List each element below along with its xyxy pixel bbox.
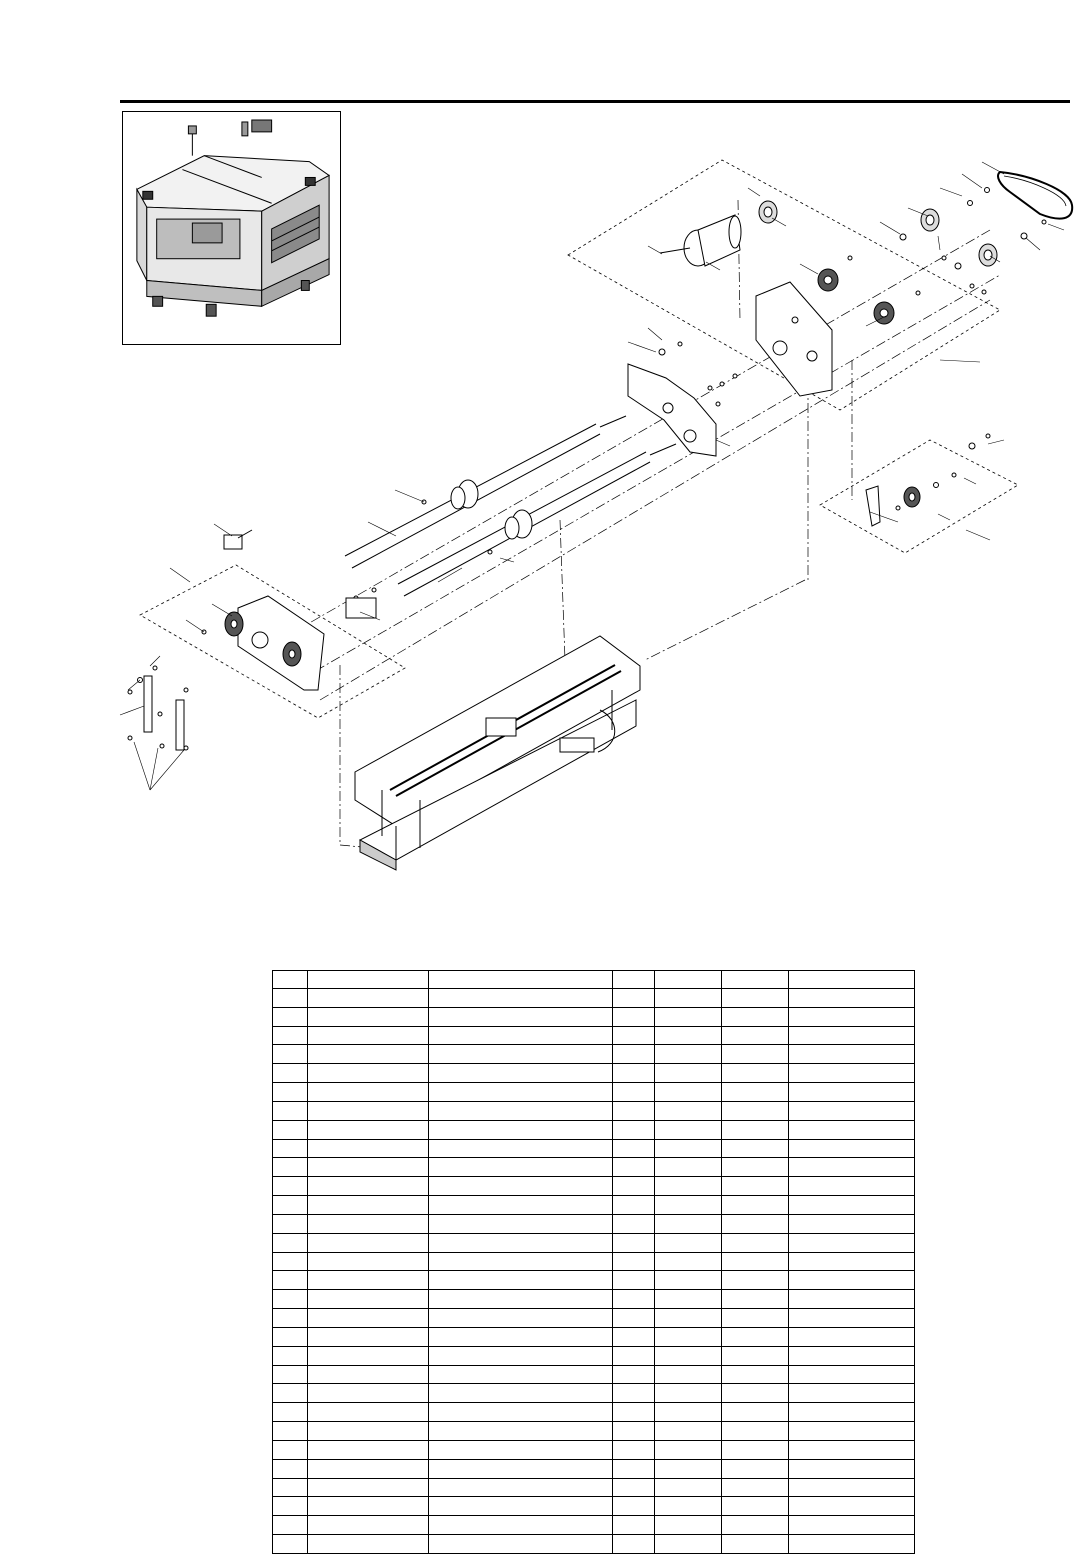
table-cell — [308, 1026, 429, 1045]
table-row — [273, 1083, 915, 1102]
header-cell — [273, 971, 308, 989]
table-cell — [722, 1120, 789, 1139]
table-cell — [429, 1327, 613, 1346]
table-cell — [308, 1083, 429, 1102]
table-cell — [613, 1007, 655, 1026]
table-cell — [789, 1516, 915, 1535]
table-cell — [613, 1233, 655, 1252]
table-cell — [722, 1403, 789, 1422]
table-cell — [613, 1120, 655, 1139]
table-header-row — [273, 971, 915, 989]
table-cell — [273, 1007, 308, 1026]
table-row — [273, 1158, 915, 1177]
table-cell — [655, 989, 722, 1008]
table-cell — [722, 1422, 789, 1441]
servo-motor — [660, 215, 741, 266]
table-row — [273, 1365, 915, 1384]
table-row — [273, 1497, 915, 1516]
table-cell — [722, 1271, 789, 1290]
table-cell — [655, 1064, 722, 1083]
table-cell — [273, 1045, 308, 1064]
table-cell — [655, 1214, 722, 1233]
table-row — [273, 1384, 915, 1403]
table-cell — [655, 1309, 722, 1328]
header-cell — [613, 971, 655, 989]
table-cell — [789, 1064, 915, 1083]
table-cell — [655, 1026, 722, 1045]
table-cell — [429, 1535, 613, 1554]
table-cell — [789, 1139, 915, 1158]
table-cell — [722, 1497, 789, 1516]
table-row — [273, 1403, 915, 1422]
end-plate — [238, 596, 324, 690]
table-cell — [613, 1327, 655, 1346]
table-cell — [655, 1478, 722, 1497]
table-cell — [429, 1346, 613, 1365]
table-cell — [273, 1365, 308, 1384]
table-cell — [429, 1177, 613, 1196]
table-row — [273, 1346, 915, 1365]
table-cell — [722, 1384, 789, 1403]
motor-mount-plate — [756, 282, 832, 396]
table-cell — [429, 1083, 613, 1102]
table-cell — [655, 1045, 722, 1064]
table-cell — [613, 1346, 655, 1365]
base-frame — [355, 636, 640, 870]
table-cell — [722, 1252, 789, 1271]
table-cell — [273, 1026, 308, 1045]
table-cell — [429, 1497, 613, 1516]
table-cell — [789, 1271, 915, 1290]
table-cell — [789, 989, 915, 1008]
table-cell — [273, 1139, 308, 1158]
header-cell — [789, 971, 915, 989]
table-cell — [655, 1422, 722, 1441]
table-cell — [613, 1497, 655, 1516]
table-cell — [429, 1158, 613, 1177]
parts-table-body — [273, 989, 915, 1554]
table-row — [273, 989, 915, 1008]
exploded-assembly-diagram — [100, 150, 1084, 890]
table-cell — [308, 1233, 429, 1252]
table-cell — [613, 1440, 655, 1459]
table-cell — [655, 1120, 722, 1139]
table-cell — [655, 1252, 722, 1271]
timing-belt — [998, 172, 1072, 219]
table-cell — [429, 1403, 613, 1422]
table-cell — [308, 1497, 429, 1516]
table-cell — [273, 1271, 308, 1290]
table-cell — [429, 1045, 613, 1064]
table-cell — [273, 1177, 308, 1196]
table-cell — [429, 989, 613, 1008]
table-cell — [308, 1440, 429, 1459]
table-cell — [613, 1139, 655, 1158]
table-cell — [429, 1120, 613, 1139]
table-cell — [655, 1535, 722, 1554]
table-cell — [722, 1064, 789, 1083]
table-cell — [655, 1196, 722, 1215]
table-cell — [613, 1214, 655, 1233]
table-cell — [273, 1384, 308, 1403]
table-cell — [613, 1459, 655, 1478]
table-cell — [429, 1440, 613, 1459]
table-cell — [429, 1459, 613, 1478]
table-cell — [273, 1403, 308, 1422]
table-cell — [789, 1478, 915, 1497]
table-cell — [789, 1497, 915, 1516]
table-cell — [273, 1120, 308, 1139]
table-cell — [655, 1007, 722, 1026]
table-cell — [789, 1120, 915, 1139]
table-cell — [655, 1158, 722, 1177]
table-cell — [308, 1478, 429, 1497]
table-cell — [429, 1478, 613, 1497]
table-cell — [613, 1478, 655, 1497]
table-row — [273, 1309, 915, 1328]
bearing-plate — [628, 364, 716, 456]
table-row — [273, 1026, 915, 1045]
table-cell — [722, 1290, 789, 1309]
table-cell — [308, 1290, 429, 1309]
table-cell — [722, 1026, 789, 1045]
table-cell — [722, 1083, 789, 1102]
table-cell — [273, 1214, 308, 1233]
table-cell — [613, 1403, 655, 1422]
table-cell — [429, 1516, 613, 1535]
table-cell — [308, 1064, 429, 1083]
table-cell — [613, 1158, 655, 1177]
table-cell — [613, 1535, 655, 1554]
table-cell — [273, 1252, 308, 1271]
table-cell — [789, 1440, 915, 1459]
table-cell — [789, 1007, 915, 1026]
table-cell — [722, 1101, 789, 1120]
table-cell — [789, 1403, 915, 1422]
table-cell — [789, 1101, 915, 1120]
table-cell — [789, 1384, 915, 1403]
table-cell — [308, 1196, 429, 1215]
table-cell — [273, 1309, 308, 1328]
table-cell — [308, 1252, 429, 1271]
table-cell — [613, 1177, 655, 1196]
table-cell — [789, 1422, 915, 1441]
table-cell — [429, 1101, 613, 1120]
table-cell — [429, 1026, 613, 1045]
table-cell — [655, 1384, 722, 1403]
table-cell — [429, 1271, 613, 1290]
table-row — [273, 1440, 915, 1459]
table-cell — [429, 1064, 613, 1083]
table-cell — [308, 1139, 429, 1158]
table-cell — [308, 1535, 429, 1554]
table-row — [273, 1271, 915, 1290]
table-cell — [308, 1309, 429, 1328]
table-cell — [613, 1196, 655, 1215]
table-row — [273, 1007, 915, 1026]
table-row — [273, 1064, 915, 1083]
sensor-plate-1 — [144, 676, 152, 732]
table-cell — [613, 1309, 655, 1328]
table-cell — [789, 1327, 915, 1346]
table-cell — [789, 1309, 915, 1328]
table-row — [273, 1422, 915, 1441]
table-cell — [655, 1139, 722, 1158]
table-cell — [273, 1083, 308, 1102]
table-cell — [613, 989, 655, 1008]
table-cell — [789, 1045, 915, 1064]
table-row — [273, 1478, 915, 1497]
table-cell — [613, 1384, 655, 1403]
table-cell — [722, 1196, 789, 1215]
table-cell — [789, 1365, 915, 1384]
table-cell — [308, 1101, 429, 1120]
table-row — [273, 1177, 915, 1196]
table-cell — [789, 1158, 915, 1177]
table-cell — [613, 1045, 655, 1064]
table-cell — [273, 989, 308, 1008]
table-cell — [273, 1440, 308, 1459]
table-cell — [655, 1346, 722, 1365]
table-cell — [655, 1101, 722, 1120]
table-cell — [655, 1403, 722, 1422]
table-cell — [308, 1120, 429, 1139]
nut-bracket — [346, 598, 376, 618]
table-cell — [789, 1290, 915, 1309]
table-cell — [308, 1045, 429, 1064]
table-cell — [655, 1516, 722, 1535]
table-row — [273, 1535, 915, 1554]
table-cell — [722, 1233, 789, 1252]
table-cell — [429, 1290, 613, 1309]
ball-screw-lower — [398, 444, 676, 596]
table-cell — [789, 1214, 915, 1233]
header-rule — [120, 100, 1070, 103]
table-cell — [308, 1177, 429, 1196]
table-cell — [722, 1440, 789, 1459]
table-row — [273, 1327, 915, 1346]
table-cell — [613, 1026, 655, 1045]
table-cell — [273, 1535, 308, 1554]
table-cell — [273, 1101, 308, 1120]
table-cell — [722, 1139, 789, 1158]
table-cell — [655, 1497, 722, 1516]
header-cell — [655, 971, 722, 989]
table-cell — [655, 1177, 722, 1196]
header-cell — [722, 971, 789, 989]
parts-list-table — [272, 970, 915, 1554]
table-cell — [308, 1346, 429, 1365]
table-cell — [308, 1459, 429, 1478]
table-cell — [722, 1459, 789, 1478]
table-cell — [273, 1478, 308, 1497]
table-cell — [273, 1422, 308, 1441]
table-cell — [789, 1196, 915, 1215]
table-cell — [655, 1290, 722, 1309]
ball-screw-upper — [345, 416, 626, 568]
ball-screw-axis-assembly-exploded-view — [100, 150, 1084, 890]
table-cell — [308, 1516, 429, 1535]
table-cell — [273, 1196, 308, 1215]
table-cell — [655, 1440, 722, 1459]
table-row — [273, 1233, 915, 1252]
table-cell — [722, 1045, 789, 1064]
table-row — [273, 1196, 915, 1215]
table-cell — [429, 1252, 613, 1271]
table-cell — [429, 1214, 613, 1233]
table-cell — [613, 1422, 655, 1441]
table-cell — [722, 1516, 789, 1535]
table-cell — [429, 1007, 613, 1026]
table-cell — [722, 1007, 789, 1026]
table-cell — [308, 1214, 429, 1233]
table-cell — [273, 1459, 308, 1478]
table-cell — [429, 1233, 613, 1252]
table-row — [273, 1290, 915, 1309]
table-cell — [789, 1252, 915, 1271]
table-cell — [613, 1516, 655, 1535]
table-cell — [273, 1064, 308, 1083]
table-cell — [613, 1252, 655, 1271]
table-cell — [722, 989, 789, 1008]
table-cell — [429, 1422, 613, 1441]
table-cell — [308, 1158, 429, 1177]
table-cell — [655, 1327, 722, 1346]
table-cell — [789, 1083, 915, 1102]
table-row — [273, 1045, 915, 1064]
table-row — [273, 1252, 915, 1271]
table-cell — [273, 1516, 308, 1535]
table-cell — [655, 1459, 722, 1478]
table-cell — [273, 1346, 308, 1365]
table-cell — [722, 1327, 789, 1346]
table-cell — [722, 1346, 789, 1365]
table-cell — [273, 1233, 308, 1252]
table-row — [273, 1120, 915, 1139]
table-row — [273, 1101, 915, 1120]
table-cell — [308, 1365, 429, 1384]
table-row — [273, 1214, 915, 1233]
table-cell — [613, 1101, 655, 1120]
table-cell — [273, 1290, 308, 1309]
table-cell — [722, 1309, 789, 1328]
table-cell — [655, 1365, 722, 1384]
table-cell — [308, 989, 429, 1008]
idler-bracket — [866, 486, 880, 526]
table-cell — [308, 1327, 429, 1346]
table-cell — [429, 1365, 613, 1384]
table-cell — [273, 1497, 308, 1516]
table-cell — [429, 1309, 613, 1328]
table-cell — [613, 1290, 655, 1309]
table-cell — [722, 1478, 789, 1497]
table-row — [273, 1459, 915, 1478]
table-cell — [308, 1422, 429, 1441]
header-cell — [308, 971, 429, 989]
table-cell — [722, 1214, 789, 1233]
table-cell — [273, 1327, 308, 1346]
table-cell — [722, 1535, 789, 1554]
table-cell — [722, 1158, 789, 1177]
table-cell — [789, 1535, 915, 1554]
table-cell — [789, 1346, 915, 1365]
table-row — [273, 1139, 915, 1158]
table-cell — [613, 1083, 655, 1102]
table-cell — [429, 1384, 613, 1403]
table-cell — [722, 1365, 789, 1384]
table-row — [273, 1516, 915, 1535]
table-cell — [613, 1365, 655, 1384]
table-cell — [273, 1158, 308, 1177]
table-cell — [308, 1271, 429, 1290]
table-cell — [789, 1459, 915, 1478]
table-cell — [308, 1007, 429, 1026]
table-cell — [308, 1403, 429, 1422]
table-cell — [613, 1064, 655, 1083]
table-cell — [789, 1026, 915, 1045]
table-cell — [789, 1233, 915, 1252]
table-cell — [655, 1271, 722, 1290]
table-cell — [308, 1384, 429, 1403]
header-cell — [429, 971, 613, 989]
sensor-plate-2 — [176, 700, 184, 750]
table-cell — [655, 1083, 722, 1102]
table-cell — [655, 1233, 722, 1252]
table-cell — [789, 1177, 915, 1196]
table-cell — [613, 1271, 655, 1290]
table-cell — [429, 1196, 613, 1215]
table-cell — [722, 1177, 789, 1196]
table-cell — [429, 1139, 613, 1158]
